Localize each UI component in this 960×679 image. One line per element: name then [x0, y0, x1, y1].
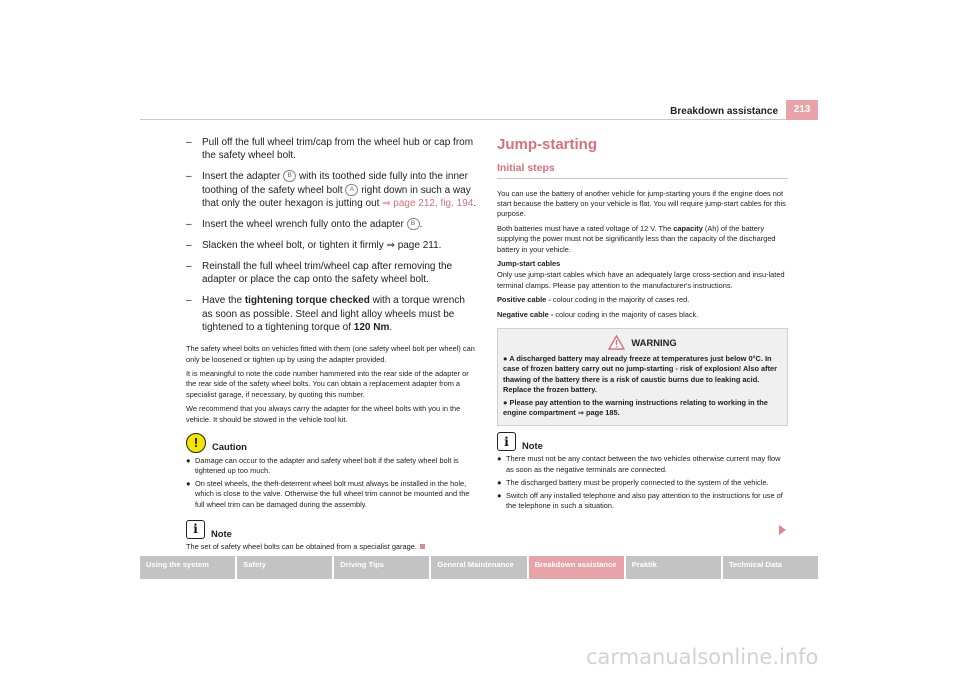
- note-item: ● There must not be any contact between the two vehicles otherwise current may flow as soon as the negative terminals are connected.: [497, 454, 781, 474]
- info-note-icon: i: [497, 432, 516, 451]
- step-item: – Have the tightening torque checked with a torque wrench as soon as possible. Steel and light alloy wheels must be tightened to a tightening torque of 120 Nm.: [186, 295, 465, 333]
- note-heading: i Note: [186, 520, 478, 539]
- warning-box: [497, 328, 788, 426]
- watermark: carmanualsonline.info: [586, 645, 819, 669]
- step-item: – Insert the adapter B with its toothed side fully into the inner toothing of the safety wheel bolt A right down in such a way that only the outer hexagon is jutting out ⇒ page 212, fig. 194.: [186, 171, 477, 210]
- body-paragraph: Positive cable - colour coding in the majority of cases red.: [497, 295, 690, 305]
- info-paragraph: It is meaningful to note the code number hammered into the rear side of the adapter or the rear side of the safety wheel bolts. You can obtain a replacement adapter from a specialist garage, if necessary, by quoting this number.: [186, 369, 469, 399]
- nav-tab-technical-data[interactable]: Technical Data: [723, 556, 818, 579]
- step-item: – Reinstall the full wheel trim/wheel cap after removing the adapter or place the cap onto the safety wheel bolt.: [186, 260, 453, 286]
- callout-a-icon: A: [345, 184, 358, 196]
- note-text: The set of safety wheel bolts can be obtained from a specialist garage.: [186, 542, 478, 552]
- info-paragraph: The safety wheel bolts on vehicles fitted with them (one safety wheel bolt per wheel) can only be loosened or tighten up by using the adapter provided.: [186, 344, 475, 364]
- callout-b-icon: B: [283, 170, 296, 182]
- caution-icon: !: [186, 433, 206, 453]
- page-reference-link[interactable]: ⇒ page 212, fig. 194: [382, 198, 474, 210]
- nav-tab-general-maintenance[interactable]: General Maintenance: [431, 556, 526, 579]
- paragraph-title: Jump-start cables: [497, 259, 561, 269]
- caution-item: ● On steel wheels, the theft-deterrent wheel bolt must always be installed in the hole, which is close to the valve. Otherwise the full wheel trim cannot be mounted and the full wheel trim can be damaged during the assembly.: [186, 479, 470, 509]
- header-rule: [140, 119, 786, 120]
- step-item: – Slacken the wheel bolt, or tighten it firmly ⇒ page 211.: [186, 239, 442, 251]
- nav-tab-praktik[interactable]: Praktik: [626, 556, 721, 579]
- info-paragraph: We recommend that you always carry the adapter for the wheel bolts with you in the vehicle. It should be stowed in the vehicle tool kit.: [186, 404, 461, 424]
- step-item: – Pull off the full wheel trim/cap from the wheel hub or cap from the safety wheel bolt.: [186, 137, 474, 162]
- page-number-badge: 213: [786, 100, 818, 120]
- warning-item: ● Please pay attention to the warning instructions relating to working in the engine compartment ⇒ page 185.: [503, 398, 768, 418]
- warning-heading: WARNING: [503, 335, 782, 350]
- warning-triangle-icon: [608, 335, 625, 350]
- subsection-heading: Initial steps: [497, 162, 788, 179]
- right-column: [497, 136, 788, 514]
- chapter-nav-bar: [140, 556, 818, 579]
- warning-item: ● A discharged battery may already freeze at temperatures just below 0°C. In case of frozen battery carry out no jump-starting - risk of explosion! Also after thawing of the battery there is a risk of caustic burns due to leaking acid. Replace the frozen battery.: [503, 354, 778, 394]
- left-column: [186, 136, 478, 557]
- caution-heading: ! Caution: [186, 433, 478, 453]
- next-page-arrow-icon[interactable]: [779, 525, 786, 535]
- nav-tab-safety[interactable]: Safety: [237, 556, 332, 579]
- body-paragraph: You can use the battery of another vehicle for jump-starting yours if the engine does not start because the battery on your vehicle is flat. You will require jump-start cables for this purpose.: [497, 189, 786, 219]
- callout-b-icon: B: [407, 218, 420, 230]
- section-heading: Jump-starting: [497, 136, 598, 153]
- nav-tab-breakdown-assistance[interactable]: Breakdown assistance: [529, 556, 624, 579]
- body-paragraph: Both batteries must have a rated voltage of 12 V. The capacity (Ah) of the battery supplying the power must not be significantly less than the capacity of the discharged battery in your vehicle.: [497, 224, 776, 254]
- note-heading: i Note: [497, 432, 788, 451]
- section-end-icon: [420, 544, 425, 549]
- body-paragraph: Only use jump-start cables which have an adequately large cross-section and insu-lated terminal clamps. Please pay attention to the manufacturer's instructions.: [497, 270, 785, 290]
- nav-tab-driving-tips[interactable]: Driving Tips: [334, 556, 429, 579]
- info-note-icon: i: [186, 520, 205, 539]
- step-item: – Insert the wheel wrench fully onto the adapter B .: [186, 219, 423, 231]
- running-header-title: Breakdown assistance: [670, 106, 778, 117]
- nav-tab-using-the-system[interactable]: Using the system: [140, 556, 235, 579]
- note-item: ● The discharged battery must be properly connected to the system of the vehicle.: [497, 477, 769, 487]
- note-item: ● Switch off any installed telephone and also pay attention to the instructions for use of the telephone in such a situation.: [497, 491, 783, 511]
- body-paragraph: Negative cable - colour coding in the majority of cases black.: [497, 310, 699, 320]
- caution-item: ● Damage can occur to the adapter and safety wheel bolt if the safety wheel bolt is tightened up too much.: [186, 455, 459, 475]
